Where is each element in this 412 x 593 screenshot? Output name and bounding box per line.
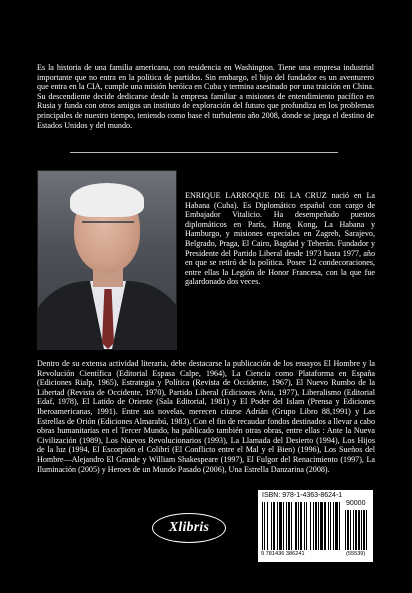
section-divider	[70, 152, 338, 153]
barcode-box	[258, 490, 373, 562]
price-code: 90000	[346, 500, 366, 507]
ean-barcode	[262, 502, 342, 550]
publisher-logo	[152, 513, 226, 543]
photo-glasses-shape	[82, 221, 134, 233]
author-bio-text: nació en La Habana (Cuba). Es Diplomático español con cargo de Embajador Vitalicio. Ha desempeñado puestos diplomáticos en París, Hong Kong, La Habana y Hamburgo, y misiones especiales en Zagreb, Sarajevo, Belgrado, Praga, El Cairo, Bagdad y Teherán. Fundador y Presidente del Partido Liberal desde 1973 hasta 1977, año en que se retiró de la política. Posee 12 condecoraciones, entre ellas la Legión de Honor Francesa, con la que fue galardonado dos veces.	[185, 191, 375, 287]
addon-digits: (55539)	[346, 551, 366, 557]
author-photo	[37, 170, 177, 350]
author-works: Dentro de su extensa actividad literaria, debe destacarse la publicación de los ensayos El Hombre y la Revolución Científica (Editorial Espasa Calpe, 1964), La Ciencia como Plataforma en España (Ediciones Rialp, 1965), Estrategia y Política (Revista de Occidente, 1967), El Nuevo Rumbo de la Libertad (Revista de Occidente, 1970), Partido Liberal (Ediciones Avia, 1977), Liberalismo (Editorial Edaf, 1978), El Latido de Oriente (Sala Editorial, 1981) y El Poder del Islam (Prensa y Ediciones Iberoamericanas, 1991). Entre sus novelas, merecen citarse Adrián (Grupo Libro 88,1991) y Las Estrellas de Orión (Ediciones Almarabú, 1983). Con el fin de recaudar fondos destinados a llevar a cabo obras humanitarias en el Tercer Mundo, ha publicado también otras obras, entre ellas : Ante la Nueva Civilización (1989), Los Nuevos Revolucionarios (1993), La Llamada del Desierto (1994), Los Hijos de la luz (1994, El Escorpión el Colibrí (El Conflicto entre el Mal y el Bien) (1996), Los Sueños del Hombre—Alejandro El Grande y William Shakespeare (1997), El Fulgor del Renacimiento (1997), La Iluminación (2005) y Heroes de un Mundo Pasado (2006), Una Estrella Danzarina (2008).	[37, 359, 375, 474]
isbn-label: ISBN: 978-1-4363-8624-1	[262, 492, 343, 499]
ean-digits: 9 781436 386241	[261, 551, 305, 557]
photo-hair-shape	[70, 183, 144, 217]
addon-barcode	[345, 510, 369, 550]
publisher-logo-text: Xlibris	[168, 520, 210, 535]
author-bio	[185, 191, 375, 287]
author-name: ENRIQUE LARROQUE DE LA CRUZ	[185, 191, 327, 201]
synopsis-paragraph: Es la historia de una familia americana, con residencia en Washington. Tiene una empresa industrial importante que no entra en la política de partidos. Sin embargo, el hijo del fundador es un aventurero que entra en la CIA, cumple una misión heróica en Cuba y termina asesinado por una traición en China. Su descendiente decide dedicarse desde la empresa familiar a misiones de entendimiento pacífico en Rusia y funda con otros amigos un instituto de exploración del futuro que profundiza en los problemas principales de nuestro tiempo, teniendo como base el turbulento año 2008, donde se juega el destino de Estados Unidos y del mundo.	[37, 63, 374, 130]
